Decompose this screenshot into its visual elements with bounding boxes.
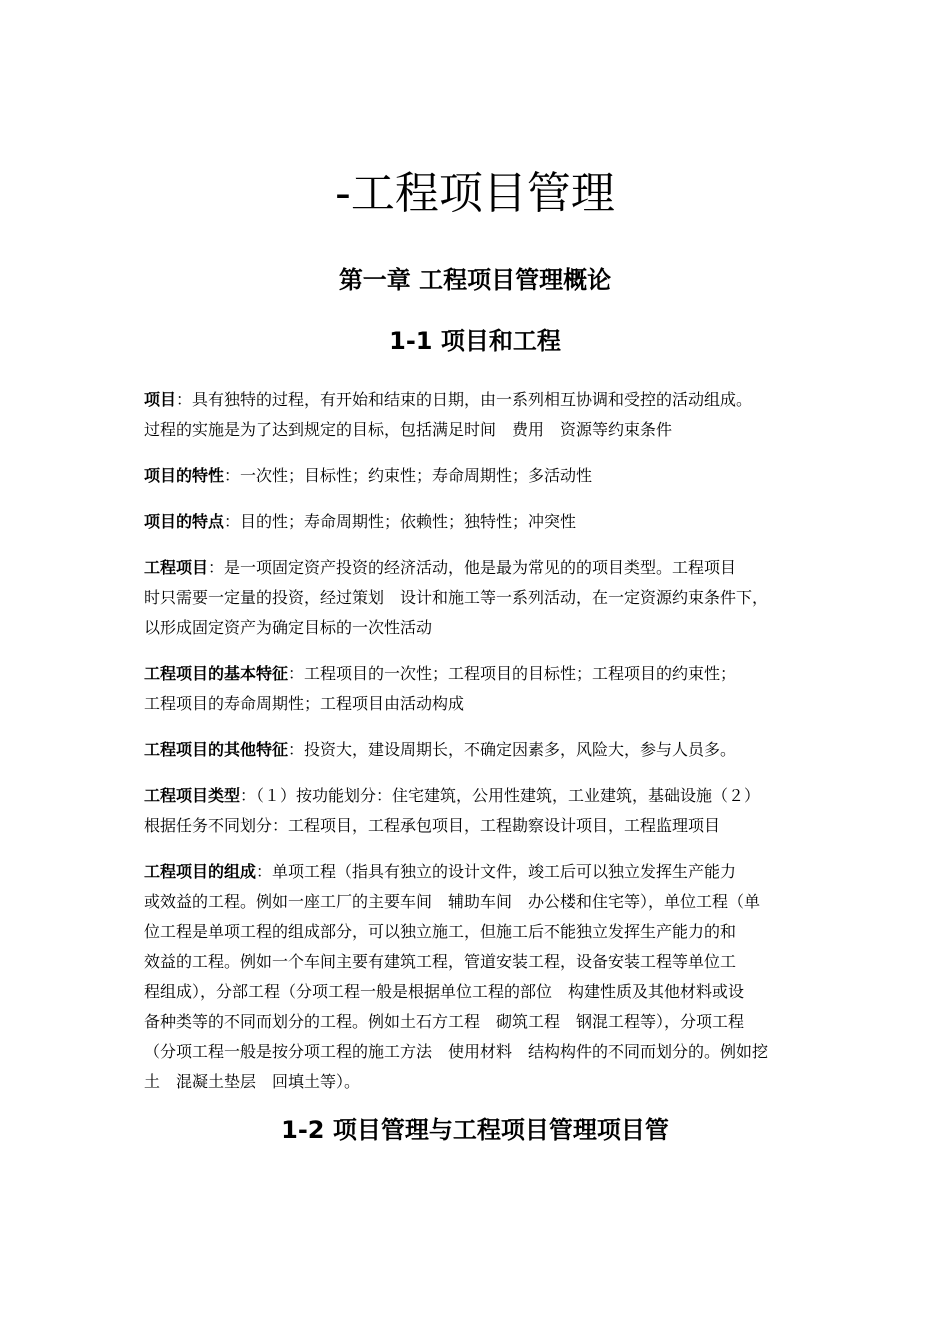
paragraph-line: 效益的工程。例如一个车间主要有建筑工程，管道安装工程，设备安装工程等单位工: [144, 952, 737, 971]
paragraph-line: 根据任务不同划分：工程项目，工程承包项目，工程勘察设计项目，工程监理项目: [144, 816, 721, 835]
document-title: -工程项目管理: [335, 168, 615, 219]
paragraph-project-features: [144, 507, 844, 537]
paragraph-line: 工程项目的组成：单项工程（指具有独立的设计文件，竣工后可以独立发挥生产能力: [144, 862, 737, 881]
paragraph-line: 时只需要一定量的投资，经过策划 设计和施工等一系列活动，在一定资源约束条件下，: [144, 588, 769, 607]
paragraph-line: 备种类等的不同而划分的工程。例如土石方工程 砌筑工程 钢混工程等），分项工程: [144, 1012, 745, 1031]
paragraph-line: 项目的特性：一次性；目标性；约束性；寿命周期性；多活动性: [144, 466, 593, 485]
section-heading-1-1: 1-1 项目和工程: [389, 327, 561, 355]
term-label: 工程项目: [144, 558, 209, 577]
paragraph-line: 位工程是单项工程的组成部分，可以独立施工，但施工后不能独立发挥生产能力的和: [144, 922, 737, 941]
paragraph-project: [144, 385, 844, 445]
paragraph-basic-characteristics: [144, 659, 844, 719]
term-label: 工程项目类型: [144, 786, 241, 805]
paragraph-line: 项目的特点：目的性；寿命周期性；依赖性；独特性；冲突性: [144, 512, 577, 531]
term-label: 项目: [144, 390, 177, 409]
paragraph-other-characteristics: [144, 735, 844, 765]
paragraph-line: 工程项目的其他特征：投资大，建设周期长，不确定因素多，风险大，参与人员多。: [144, 740, 737, 759]
term-label: 工程项目的组成: [144, 862, 257, 881]
chapter-heading: 第一章 工程项目管理概论: [338, 266, 612, 294]
paragraph-line: 工程项目：是一项固定资产投资的经济活动，他是最为常见的的项目类型。工程项目: [144, 558, 737, 577]
paragraph-project-types: [144, 781, 844, 841]
paragraph-line: 项目：具有独特的过程，有开始和结束的日期，由一系列相互协调和受控的活动组成。: [144, 390, 753, 409]
paragraph-project-properties: [144, 461, 844, 491]
term-label: 工程项目的基本特征: [144, 664, 289, 683]
paragraph-project-composition: [144, 857, 844, 1097]
paragraph-line: 工程项目类型：（１）按功能划分：住宅建筑，公用性建筑，工业建筑，基础设施（２）: [144, 786, 761, 805]
paragraph-line: 土 混凝土垫层 回填土等）。: [144, 1072, 361, 1091]
paragraph-line: 或效益的工程。例如一座工厂的主要车间 辅助车间 办公楼和住宅等），单位工程（单: [144, 892, 761, 911]
paragraph-line: 过程的实施是为了达到规定的目标，包括满足时间 费用 资源等约束条件: [144, 420, 673, 439]
section-heading-1-2: 1-2 项目管理与工程项目管理项目管: [281, 1116, 669, 1144]
term-label: 工程项目的其他特征: [144, 740, 289, 759]
paragraph-line: 以形成固定资产为确定目标的一次性活动: [144, 618, 433, 637]
term-label: 项目的特性: [144, 466, 225, 485]
paragraph-line: 工程项目的基本特征：工程项目的一次性；工程项目的目标性；工程项目的约束性；: [144, 664, 737, 683]
paragraph-engineering-project: [144, 553, 844, 643]
term-label: 项目的特点: [144, 512, 225, 531]
paragraph-line: 程组成），分部工程（分项工程一般是根据单位工程的部位 构建性质及其他材料或设: [144, 982, 745, 1001]
paragraph-line: （分项工程一般是按分项工程的施工方法 使用材料 结构构件的不同而划分的。例如挖: [144, 1042, 769, 1061]
paragraph-line: 工程项目的寿命周期性；工程项目由活动构成: [144, 694, 465, 713]
